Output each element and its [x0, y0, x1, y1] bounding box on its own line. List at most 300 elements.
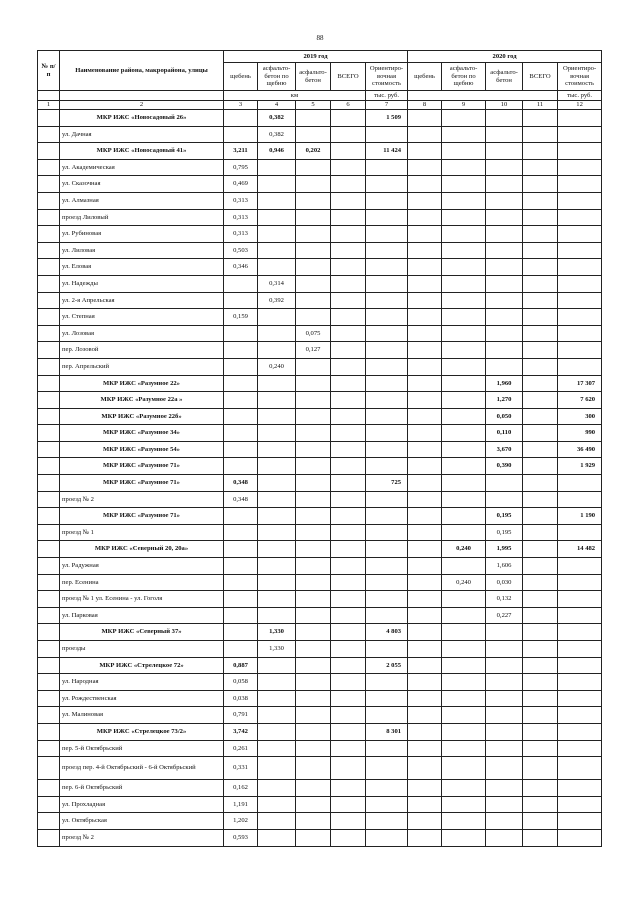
value-cell [408, 524, 442, 541]
col-number: 3 [224, 101, 258, 110]
value-cell [331, 126, 366, 143]
value-cell [258, 591, 296, 608]
value-cell [442, 757, 486, 780]
value-cell [258, 508, 296, 525]
value-cell [442, 707, 486, 724]
value-cell [442, 358, 486, 375]
value-cell [224, 641, 258, 658]
row-number-cell [38, 475, 60, 492]
value-cell [258, 309, 296, 326]
value-cell [442, 796, 486, 813]
value-cell [258, 657, 296, 674]
value-cell: 0,195 [486, 524, 523, 541]
value-cell [366, 209, 408, 226]
value-cell: 0,030 [486, 574, 523, 591]
value-cell [558, 176, 602, 193]
value-cell [331, 143, 366, 160]
value-cell [408, 441, 442, 458]
value-cell [258, 425, 296, 442]
street-name: ул. Лозовая [60, 325, 224, 342]
street-row [38, 176, 602, 193]
street-name: ул. Степная [60, 309, 224, 326]
value-cell [523, 375, 558, 392]
value-cell [486, 143, 523, 160]
value-cell [486, 259, 523, 276]
value-cell [486, 829, 523, 846]
row-number-cell [38, 392, 60, 409]
value-cell [558, 574, 602, 591]
value-cell [331, 723, 366, 740]
street-row [38, 690, 602, 707]
district-name: МКР ИЖС «Разумное 22а » [60, 392, 224, 409]
value-cell [331, 159, 366, 176]
value-cell [408, 491, 442, 508]
value-cell [296, 690, 331, 707]
value-cell [558, 309, 602, 326]
value-cell [258, 226, 296, 243]
value-cell [442, 176, 486, 193]
value-cell [523, 624, 558, 641]
value-cell [366, 524, 408, 541]
row-number-cell [38, 813, 60, 830]
value-cell [558, 325, 602, 342]
value-cell [366, 358, 408, 375]
district-name: МКР ИЖС «Разумное 22б» [60, 408, 224, 425]
value-cell [366, 491, 408, 508]
value-cell [442, 641, 486, 658]
row-number-cell [38, 707, 60, 724]
street-row [38, 813, 602, 830]
value-cell [558, 259, 602, 276]
value-cell [258, 392, 296, 409]
page-number: 88 [316, 34, 324, 42]
value-cell [224, 292, 258, 309]
value-cell [296, 707, 331, 724]
value-cell [331, 740, 366, 757]
value-cell [408, 674, 442, 691]
value-cell [558, 491, 602, 508]
value-cell [331, 491, 366, 508]
value-cell [366, 591, 408, 608]
value-cell [408, 707, 442, 724]
value-cell [296, 541, 331, 558]
value-cell [366, 508, 408, 525]
value-cell [486, 740, 523, 757]
value-cell [331, 707, 366, 724]
value-cell [331, 641, 366, 658]
unit-cost-2019: тыс. руб. [366, 91, 408, 101]
value-cell [331, 408, 366, 425]
value-cell: 14 482 [558, 541, 602, 558]
value-cell [442, 292, 486, 309]
value-cell [442, 275, 486, 292]
value-cell [486, 674, 523, 691]
value-cell [258, 813, 296, 830]
district-name: МКР ИЖС «Северный 37» [60, 624, 224, 641]
value-cell [523, 829, 558, 846]
value-cell: 0,382 [258, 126, 296, 143]
row-number-cell [38, 796, 60, 813]
value-cell [523, 458, 558, 475]
value-cell [486, 342, 523, 359]
value-cell [408, 309, 442, 326]
row-number-cell [38, 690, 60, 707]
value-cell: 1,191 [224, 796, 258, 813]
value-cell [296, 458, 331, 475]
value-cell [366, 757, 408, 780]
value-cell [523, 292, 558, 309]
value-cell [258, 757, 296, 780]
value-cell [486, 226, 523, 243]
value-cell [296, 358, 331, 375]
value-cell: 0,314 [258, 275, 296, 292]
value-cell [296, 574, 331, 591]
value-cell [224, 375, 258, 392]
value-cell [486, 491, 523, 508]
value-cell [523, 143, 558, 160]
street-row [38, 309, 602, 326]
value-cell [408, 796, 442, 813]
value-cell [523, 641, 558, 658]
value-cell [224, 358, 258, 375]
value-cell: 0,075 [296, 325, 331, 342]
value-cell [258, 491, 296, 508]
street-name: пер. Есенина [60, 574, 224, 591]
value-cell [442, 813, 486, 830]
value-cell [558, 829, 602, 846]
value-cell [558, 780, 602, 797]
street-name: проезд пер. 4-й Октябрьский - 6-й Октябрьский [60, 757, 224, 780]
value-cell [442, 591, 486, 608]
value-cell [258, 375, 296, 392]
value-cell [523, 192, 558, 209]
value-cell [366, 159, 408, 176]
value-cell: 0,240 [258, 358, 296, 375]
value-cell [486, 641, 523, 658]
value-cell [523, 425, 558, 442]
street-row [38, 740, 602, 757]
value-cell: 0,331 [224, 757, 258, 780]
district-name: МКР ИЖС «Разумное 71» [60, 458, 224, 475]
value-cell [408, 226, 442, 243]
value-cell [366, 707, 408, 724]
value-cell [442, 780, 486, 797]
value-cell [366, 441, 408, 458]
value-cell [296, 657, 331, 674]
row-number-cell [38, 408, 60, 425]
value-cell [408, 192, 442, 209]
value-cell [296, 829, 331, 846]
row-number-cell [38, 292, 60, 309]
value-cell [442, 259, 486, 276]
value-cell [408, 292, 442, 309]
value-cell [408, 209, 442, 226]
district-name: МКР ИЖС «Северный 20, 20а» [60, 541, 224, 558]
unit-km-2019: км [224, 91, 366, 101]
value-cell [523, 558, 558, 575]
value-cell [224, 524, 258, 541]
value-cell [366, 690, 408, 707]
value-cell: 1,960 [486, 375, 523, 392]
value-cell [296, 126, 331, 143]
value-cell [442, 159, 486, 176]
value-cell: 1,606 [486, 558, 523, 575]
value-cell [408, 375, 442, 392]
value-cell [224, 541, 258, 558]
value-cell [296, 209, 331, 226]
value-cell [523, 813, 558, 830]
value-cell [258, 192, 296, 209]
value-cell [558, 242, 602, 259]
value-cell [442, 441, 486, 458]
value-cell [408, 358, 442, 375]
value-cell [442, 829, 486, 846]
value-cell [296, 624, 331, 641]
value-cell [408, 242, 442, 259]
value-cell [408, 541, 442, 558]
value-cell [523, 475, 558, 492]
district-name: МКР ИЖС «Разумное 71» [60, 475, 224, 492]
value-cell [331, 325, 366, 342]
roads-table [37, 50, 602, 847]
value-cell [366, 641, 408, 658]
street-name: ул. Надежды [60, 275, 224, 292]
value-cell [296, 275, 331, 292]
value-cell [366, 309, 408, 326]
header-total-2020: ВСЕГО [523, 63, 558, 91]
value-cell [442, 209, 486, 226]
value-cell [558, 342, 602, 359]
value-cell [258, 458, 296, 475]
value-cell [366, 425, 408, 442]
street-name: проезд № 1 ул. Есенина - ул. Гоголя [60, 591, 224, 608]
street-row [38, 126, 602, 143]
value-cell: 0,058 [224, 674, 258, 691]
value-cell [296, 176, 331, 193]
value-cell [442, 524, 486, 541]
value-cell: 3,742 [224, 723, 258, 740]
value-cell [558, 624, 602, 641]
value-cell [258, 607, 296, 624]
row-number-cell [38, 192, 60, 209]
value-cell [558, 226, 602, 243]
value-cell [331, 375, 366, 392]
value-cell [486, 757, 523, 780]
value-cell [523, 242, 558, 259]
value-cell [331, 674, 366, 691]
value-cell [442, 408, 486, 425]
value-cell [408, 574, 442, 591]
street-row [38, 259, 602, 276]
value-cell [558, 607, 602, 624]
value-cell [331, 574, 366, 591]
value-cell [366, 458, 408, 475]
row-number-cell [38, 242, 60, 259]
value-cell [296, 491, 331, 508]
value-cell [366, 558, 408, 575]
street-row [38, 591, 602, 608]
value-cell [558, 558, 602, 575]
value-cell [442, 475, 486, 492]
value-cell [366, 740, 408, 757]
row-number-cell [38, 657, 60, 674]
value-cell [558, 209, 602, 226]
value-cell [296, 524, 331, 541]
district-name: МКР ИЖС «Разумное 22» [60, 375, 224, 392]
value-cell: 0,240 [442, 541, 486, 558]
value-cell [258, 796, 296, 813]
row-number-cell [38, 780, 60, 797]
value-cell [523, 342, 558, 359]
row-number-cell [38, 541, 60, 558]
value-cell [408, 641, 442, 658]
street-row [38, 641, 602, 658]
value-cell [408, 159, 442, 176]
value-cell [296, 425, 331, 442]
value-cell: 17 307 [558, 375, 602, 392]
value-cell [486, 707, 523, 724]
value-cell [331, 624, 366, 641]
value-cell [331, 508, 366, 525]
value-cell [366, 226, 408, 243]
street-name: проезд Лиловый [60, 209, 224, 226]
value-cell: 0,162 [224, 780, 258, 797]
value-cell [523, 176, 558, 193]
header-name: Наименование района, макрорайона, улицы [60, 51, 224, 91]
district-group-row [38, 508, 602, 525]
row-number-cell [38, 226, 60, 243]
value-cell [331, 242, 366, 259]
value-cell [296, 674, 331, 691]
value-cell [366, 574, 408, 591]
value-cell: 0,469 [224, 176, 258, 193]
row-number-cell [38, 176, 60, 193]
value-cell [442, 110, 486, 127]
value-cell [558, 110, 602, 127]
street-row [38, 192, 602, 209]
value-cell [296, 591, 331, 608]
value-cell [523, 780, 558, 797]
value-cell [442, 740, 486, 757]
value-cell [331, 110, 366, 127]
value-cell [408, 723, 442, 740]
row-number-cell [38, 524, 60, 541]
street-name: ул. Парковая [60, 607, 224, 624]
value-cell [331, 757, 366, 780]
row-number-cell [38, 574, 60, 591]
row-number-cell [38, 358, 60, 375]
value-cell [558, 126, 602, 143]
row-number-cell [38, 757, 60, 780]
header-asphalt-on-gravel-2020: асфальто-бетон по щебню [442, 63, 486, 91]
value-cell [486, 309, 523, 326]
value-cell [558, 813, 602, 830]
value-cell [366, 408, 408, 425]
value-cell [331, 309, 366, 326]
value-cell [408, 425, 442, 442]
value-cell [442, 309, 486, 326]
value-cell: 1,202 [224, 813, 258, 830]
value-cell [408, 475, 442, 492]
value-cell [258, 541, 296, 558]
value-cell [486, 275, 523, 292]
value-cell [366, 242, 408, 259]
value-cell: 0,348 [224, 475, 258, 492]
street-row [38, 607, 602, 624]
col-number: 8 [408, 101, 442, 110]
header-num: № п/п [38, 51, 60, 91]
value-cell [442, 425, 486, 442]
value-cell [523, 259, 558, 276]
value-cell [558, 740, 602, 757]
value-cell [523, 126, 558, 143]
header-year-2019: 2019 год [224, 51, 408, 63]
street-row [38, 707, 602, 724]
value-cell [366, 607, 408, 624]
header-gravel-2020: щебень [408, 63, 442, 91]
value-cell [558, 275, 602, 292]
col-number: 1 [38, 101, 60, 110]
value-cell [258, 342, 296, 359]
value-cell: 3,670 [486, 441, 523, 458]
value-cell [558, 690, 602, 707]
value-cell [558, 475, 602, 492]
value-cell [331, 259, 366, 276]
table-body [38, 110, 602, 847]
value-cell [558, 796, 602, 813]
street-row [38, 159, 602, 176]
value-cell [408, 829, 442, 846]
row-number-cell [38, 740, 60, 757]
value-cell [558, 674, 602, 691]
street-name: проезд № 1 [60, 524, 224, 541]
value-cell [523, 796, 558, 813]
value-cell: 0,791 [224, 707, 258, 724]
value-cell [408, 126, 442, 143]
district-group-row [38, 657, 602, 674]
value-cell [296, 813, 331, 830]
value-cell [296, 723, 331, 740]
row-number-cell [38, 607, 60, 624]
value-cell: 3,211 [224, 143, 258, 160]
value-cell [366, 780, 408, 797]
value-cell [523, 574, 558, 591]
value-cell [486, 209, 523, 226]
value-cell [258, 723, 296, 740]
value-cell [224, 591, 258, 608]
value-cell [523, 591, 558, 608]
street-name: ул. Академическая [60, 159, 224, 176]
value-cell [442, 723, 486, 740]
value-cell: 1 929 [558, 458, 602, 475]
col-number: 4 [258, 101, 296, 110]
street-row [38, 829, 602, 846]
row-number-cell [38, 491, 60, 508]
value-cell [558, 159, 602, 176]
value-cell [408, 607, 442, 624]
street-name: ул. Дачная [60, 126, 224, 143]
value-cell [442, 607, 486, 624]
value-cell [523, 607, 558, 624]
value-cell [224, 110, 258, 127]
header-cost-2019: Ориентиро-вочная стоимость [366, 63, 408, 91]
value-cell [523, 110, 558, 127]
street-name: ул. Октябрьская [60, 813, 224, 830]
street-name: ул. Народная [60, 674, 224, 691]
value-cell: 1,995 [486, 541, 523, 558]
value-cell [296, 607, 331, 624]
value-cell [366, 126, 408, 143]
